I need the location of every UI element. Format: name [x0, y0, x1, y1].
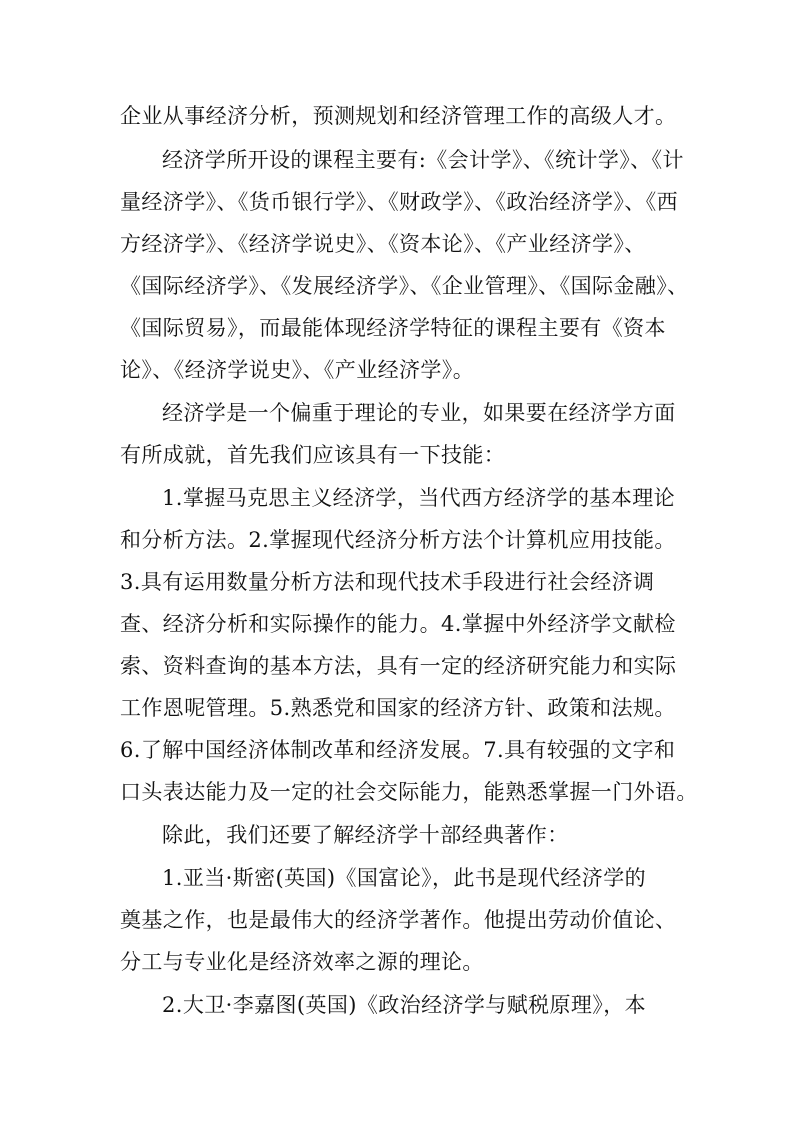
text-line: 量经济学》、《货币银行学》、《财政学》、《政治经济学》、《西 — [120, 190, 678, 214]
text-line: 6.了解中国经济体制改革和经济发展。7.具有较强的文字和 — [120, 738, 676, 762]
text-line: 论》、《经济学说史》、《产业经济学》。 — [120, 358, 475, 382]
text-line: 经济学所开设的课程主要有:《会计学》、《统计学》、《计 — [162, 148, 684, 172]
text-line: 有所成就，首先我们应该具有一下技能： — [120, 443, 506, 467]
text-line: 企业从事经济分析，预测规划和经济管理工作的高级人才。 — [120, 104, 677, 128]
text-line: 1.掌握马克思主义经济学，当代西方经济学的基本理论 — [162, 486, 676, 510]
text-line: 经济学是一个偏重于理论的专业，如果要在经济学方面 — [162, 401, 676, 425]
text-line: 方经济学》、《经济学说史》、《资本论》、《产业经济学》、 — [120, 232, 646, 256]
text-line: 分工与专业化是经济效率之源的理论。 — [120, 950, 484, 974]
text-line: 和分析方法。2.掌握现代经济分析方法个计算机应用技能。 — [120, 528, 676, 552]
text-line: 1.亚当·斯密(英国)《国富论》，此书是现代经济学的 — [162, 866, 646, 890]
text-line: 工作恩呢管理。5.熟悉党和国家的经济方针、政策和法规。 — [120, 696, 676, 720]
text-line: 奠基之作，也是最伟大的经济学著作。他提出劳动价值论、 — [120, 908, 677, 932]
text-line: 《国际贸易》，而最能体现经济学特征的课程主要有《资本 — [120, 316, 666, 340]
text-line: 《国际经济学》、《发展经济学》、《企业管理》、《国际金融》、 — [120, 274, 689, 298]
text-line: 3.具有运用数量分析方法和现代技术手段进行社会经济调 — [120, 570, 655, 594]
text-line: 索、资料查询的基本方法，具有一定的经济研究能力和实际 — [120, 654, 677, 678]
text-line: 查、经济分析和实际操作的能力。4.掌握中外经济学文献检 — [120, 612, 676, 636]
text-line: 除此，我们还要了解经济学十部经典著作： — [162, 823, 569, 847]
text-line: 2.大卫·李嘉图(英国)《政治经济学与赋税原理》，本 — [162, 993, 646, 1017]
text-line: 口头表达能力及一定的社会交际能力，能熟悉掌握一门外语。 — [120, 780, 698, 804]
